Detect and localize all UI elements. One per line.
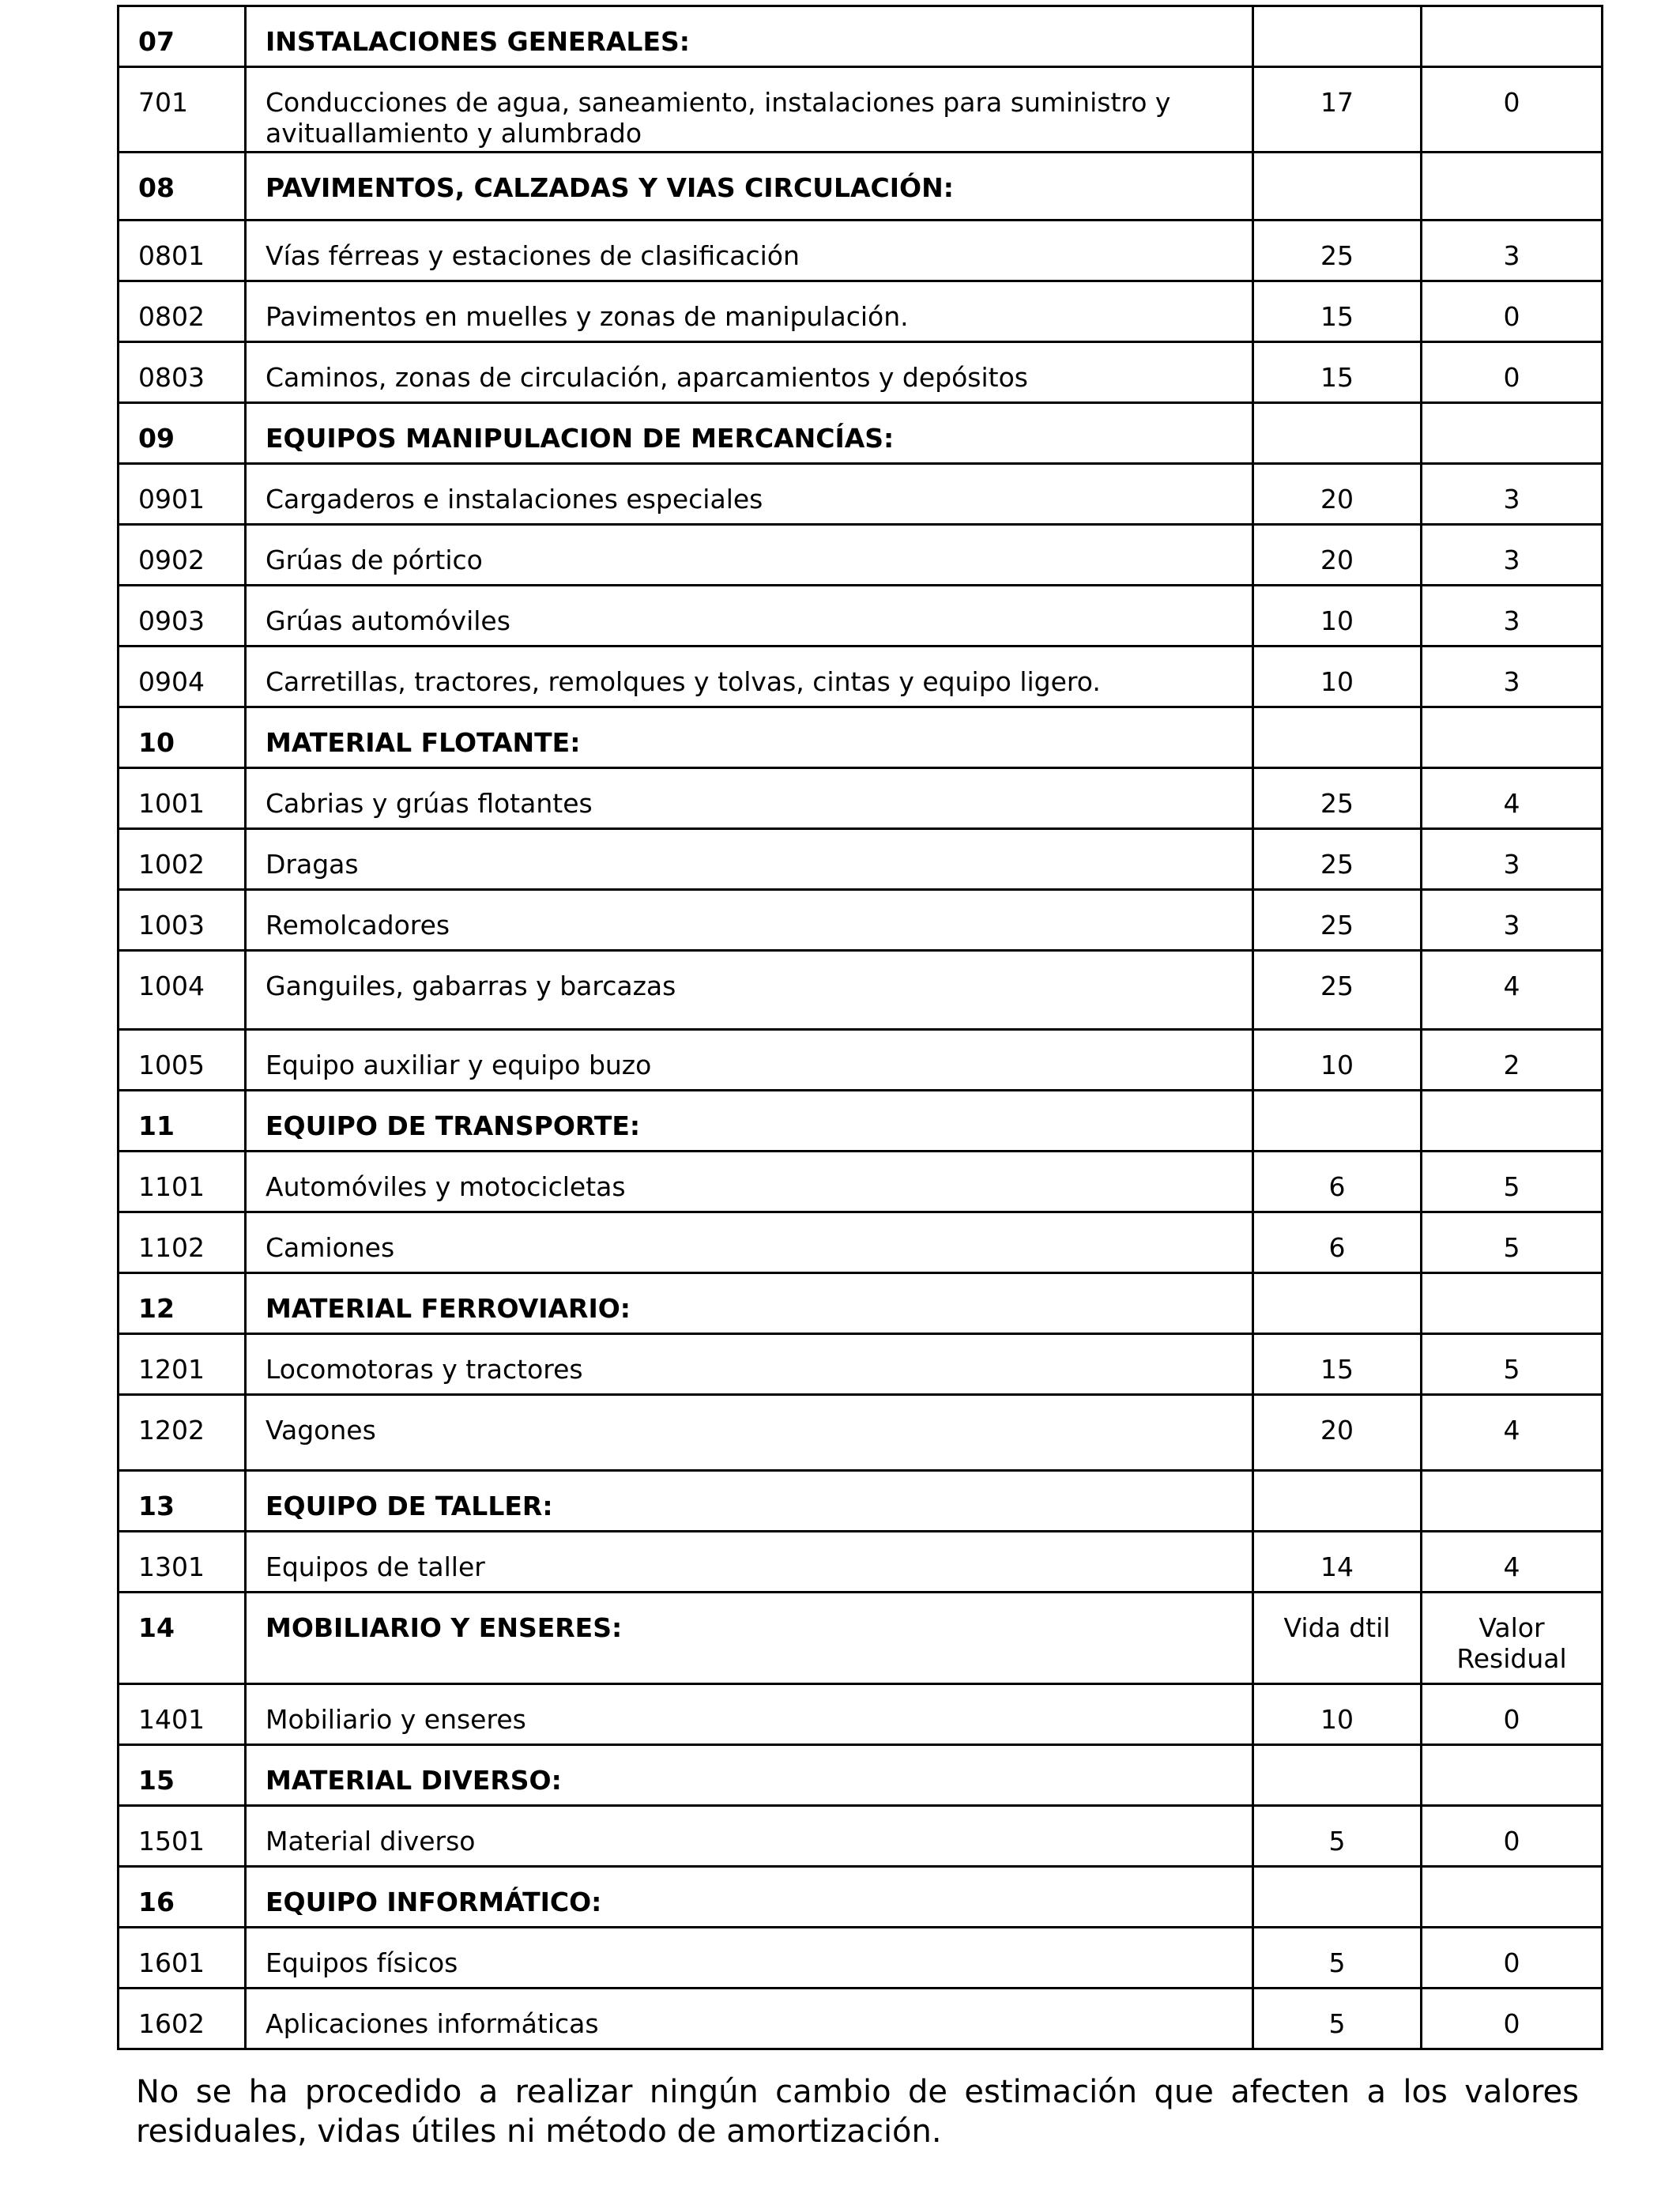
cell-code: 15 [119,1745,246,1806]
cell-useful-life: 6 [1253,1212,1422,1273]
cell-code: 1004 [119,951,246,1030]
cell-description: EQUIPO DE TALLER: [246,1471,1253,1532]
cell-code: 07 [119,6,246,67]
cell-useful-life [1253,1745,1422,1806]
cell-residual-value: 0 [1422,1684,1603,1745]
section-row [119,1471,1603,1532]
cell-useful-life: 15 [1253,281,1422,342]
cell-description: Cargaderos e instalaciones especiales [246,464,1253,525]
cell-description: Remolcadores [246,890,1253,951]
cell-code: 0903 [119,586,246,647]
cell-code: 0902 [119,525,246,586]
table-row [119,67,1603,153]
cell-useful-life: 20 [1253,1395,1422,1471]
cell-code: 1501 [119,1806,246,1867]
cell-description: MATERIAL FLOTANTE: [246,707,1253,768]
cell-description: Mobiliario y enseres [246,1684,1253,1745]
cell-code: 09 [119,403,246,464]
cell-code: 0904 [119,647,246,707]
cell-code: 11 [119,1091,246,1152]
cell-code: 1601 [119,1928,246,1989]
cell-code: 0801 [119,221,246,281]
table-row [119,1684,1603,1745]
cell-useful-life: Vida dtil [1253,1593,1422,1684]
cell-useful-life [1253,707,1422,768]
cell-residual-value: 3 [1422,221,1603,281]
cell-useful-life: 25 [1253,951,1422,1030]
cell-residual-value: 3 [1422,525,1603,586]
cell-residual-value: 5 [1422,1212,1603,1273]
cell-residual-value: 4 [1422,951,1603,1030]
table-row [119,1928,1603,1989]
cell-useful-life [1253,6,1422,67]
section-row [119,403,1603,464]
cell-residual-value [1422,707,1603,768]
cell-code: 1602 [119,1989,246,2049]
cell-description: EQUIPO INFORMÁTICO: [246,1867,1253,1928]
cell-residual-value: 0 [1422,1806,1603,1867]
cell-description: MATERIAL DIVERSO: [246,1745,1253,1806]
table-row [119,1989,1603,2049]
cell-useful-life: 25 [1253,221,1422,281]
cell-residual-value [1422,1273,1603,1334]
cell-useful-life: 25 [1253,768,1422,829]
cell-description: EQUIPOS MANIPULACION DE MERCANCÍAS: [246,403,1253,464]
cell-description: Vías férreas y estaciones de clasificación [246,221,1253,281]
cell-code: 1003 [119,890,246,951]
cell-residual-value [1422,6,1603,67]
cell-residual-value: 3 [1422,647,1603,707]
table-row [119,768,1603,829]
cell-residual-value: 5 [1422,1152,1603,1212]
cell-description: Aplicaciones informáticas [246,1989,1253,2049]
section-row [119,153,1603,221]
section-row [119,1745,1603,1806]
cell-description: Carretillas, tractores, remolques y tolvas, cintas y equipo ligero. [246,647,1253,707]
table-row [119,281,1603,342]
cell-code: 08 [119,153,246,221]
cell-residual-value: 3 [1422,464,1603,525]
table-row [119,525,1603,586]
section-row [119,1593,1603,1684]
cell-residual-value: 0 [1422,1989,1603,2049]
table-row [119,1395,1603,1471]
section-row [119,6,1603,67]
table-row [119,464,1603,525]
cell-residual-value [1422,403,1603,464]
amortization-table [117,5,1603,2050]
cell-code: 16 [119,1867,246,1928]
section-row [119,1867,1603,1928]
cell-code: 13 [119,1471,246,1532]
section-row [119,1091,1603,1152]
cell-useful-life [1253,153,1422,221]
cell-code: 1001 [119,768,246,829]
cell-useful-life [1253,1867,1422,1928]
cell-residual-value: Valor Residual [1422,1593,1603,1684]
cell-code: 1002 [119,829,246,890]
cell-code: 1101 [119,1152,246,1212]
table-row [119,890,1603,951]
cell-description: Automóviles y motocicletas [246,1152,1253,1212]
cell-useful-life [1253,1273,1422,1334]
table-row [119,1030,1603,1091]
cell-code: 0901 [119,464,246,525]
cell-useful-life: 20 [1253,525,1422,586]
cell-useful-life: 17 [1253,67,1422,153]
cell-description: MATERIAL FERROVIARIO: [246,1273,1253,1334]
cell-description: Grúas automóviles [246,586,1253,647]
cell-code: 1201 [119,1334,246,1395]
cell-useful-life: 10 [1253,1030,1422,1091]
cell-useful-life [1253,1091,1422,1152]
cell-residual-value [1422,1745,1603,1806]
cell-code: 1102 [119,1212,246,1273]
cell-description: Pavimentos en muelles y zonas de manipulación. [246,281,1253,342]
cell-useful-life: 20 [1253,464,1422,525]
cell-description: INSTALACIONES GENERALES: [246,6,1253,67]
cell-residual-value [1422,1471,1603,1532]
cell-useful-life: 25 [1253,890,1422,951]
cell-description: Equipos de taller [246,1532,1253,1593]
cell-residual-value: 0 [1422,281,1603,342]
cell-useful-life [1253,1471,1422,1532]
cell-code: 0802 [119,281,246,342]
table-row [119,1334,1603,1395]
cell-code: 10 [119,707,246,768]
cell-residual-value: 3 [1422,890,1603,951]
cell-description: PAVIMENTOS, CALZADAS Y VIAS CIRCULACIÓN: [246,153,1253,221]
cell-code: 1301 [119,1532,246,1593]
cell-description: EQUIPO DE TRANSPORTE: [246,1091,1253,1152]
cell-residual-value: 4 [1422,1532,1603,1593]
table-body [119,6,1603,2049]
cell-residual-value: 4 [1422,1395,1603,1471]
cell-description: Equipos físicos [246,1928,1253,1989]
section-row [119,707,1603,768]
cell-useful-life: 5 [1253,1989,1422,2049]
cell-description: Camiones [246,1212,1253,1273]
table-row [119,1152,1603,1212]
cell-residual-value: 0 [1422,1928,1603,1989]
table-row [119,647,1603,707]
cell-residual-value [1422,153,1603,221]
cell-description: Ganguiles, gabarras y barcazas [246,951,1253,1030]
cell-useful-life: 6 [1253,1152,1422,1212]
cell-useful-life: 10 [1253,1684,1422,1745]
cell-code: 1005 [119,1030,246,1091]
cell-residual-value: 3 [1422,586,1603,647]
cell-description: Grúas de pórtico [246,525,1253,586]
cell-residual-value [1422,1091,1603,1152]
cell-code: 14 [119,1593,246,1684]
cell-code: 701 [119,67,246,153]
cell-residual-value: 0 [1422,67,1603,153]
table-row [119,1532,1603,1593]
cell-description: Equipo auxiliar y equipo buzo [246,1030,1253,1091]
cell-description: Cabrias y grúas flotantes [246,768,1253,829]
cell-description: MOBILIARIO Y ENSERES: [246,1593,1253,1684]
cell-residual-value: 3 [1422,829,1603,890]
cell-residual-value: 5 [1422,1334,1603,1395]
cell-code: 12 [119,1273,246,1334]
cell-code: 1401 [119,1684,246,1745]
cell-residual-value [1422,1867,1603,1928]
cell-description: Locomotoras y tractores [246,1334,1253,1395]
cell-code: 0803 [119,342,246,403]
cell-residual-value: 2 [1422,1030,1603,1091]
cell-useful-life: 25 [1253,829,1422,890]
cell-description: Caminos, zonas de circulación, aparcamientos y depósitos [246,342,1253,403]
table-row [119,342,1603,403]
cell-useful-life [1253,403,1422,464]
cell-useful-life: 15 [1253,342,1422,403]
table-row [119,221,1603,281]
cell-description: Dragas [246,829,1253,890]
table-row [119,586,1603,647]
footnote-text: No se ha procedido a realizar ningún cambio de estimación que afecten a los valores residuales, vidas útiles ni método de amortización. [136,2074,1579,2150]
cell-residual-value: 4 [1422,768,1603,829]
cell-useful-life: 5 [1253,1806,1422,1867]
cell-useful-life: 15 [1253,1334,1422,1395]
cell-useful-life: 5 [1253,1928,1422,1989]
table-row [119,1212,1603,1273]
cell-useful-life: 10 [1253,647,1422,707]
table-row [119,829,1603,890]
cell-code: 1202 [119,1395,246,1471]
cell-useful-life: 14 [1253,1532,1422,1593]
table-row [119,1806,1603,1867]
table-row [119,951,1603,1030]
cell-useful-life: 10 [1253,586,1422,647]
cell-residual-value: 0 [1422,342,1603,403]
cell-description: Vagones [246,1395,1253,1471]
section-row [119,1273,1603,1334]
cell-description: Conducciones de agua, saneamiento, instalaciones para suministro y avituallamiento y alumbrado [246,67,1253,153]
cell-description: Material diverso [246,1806,1253,1867]
